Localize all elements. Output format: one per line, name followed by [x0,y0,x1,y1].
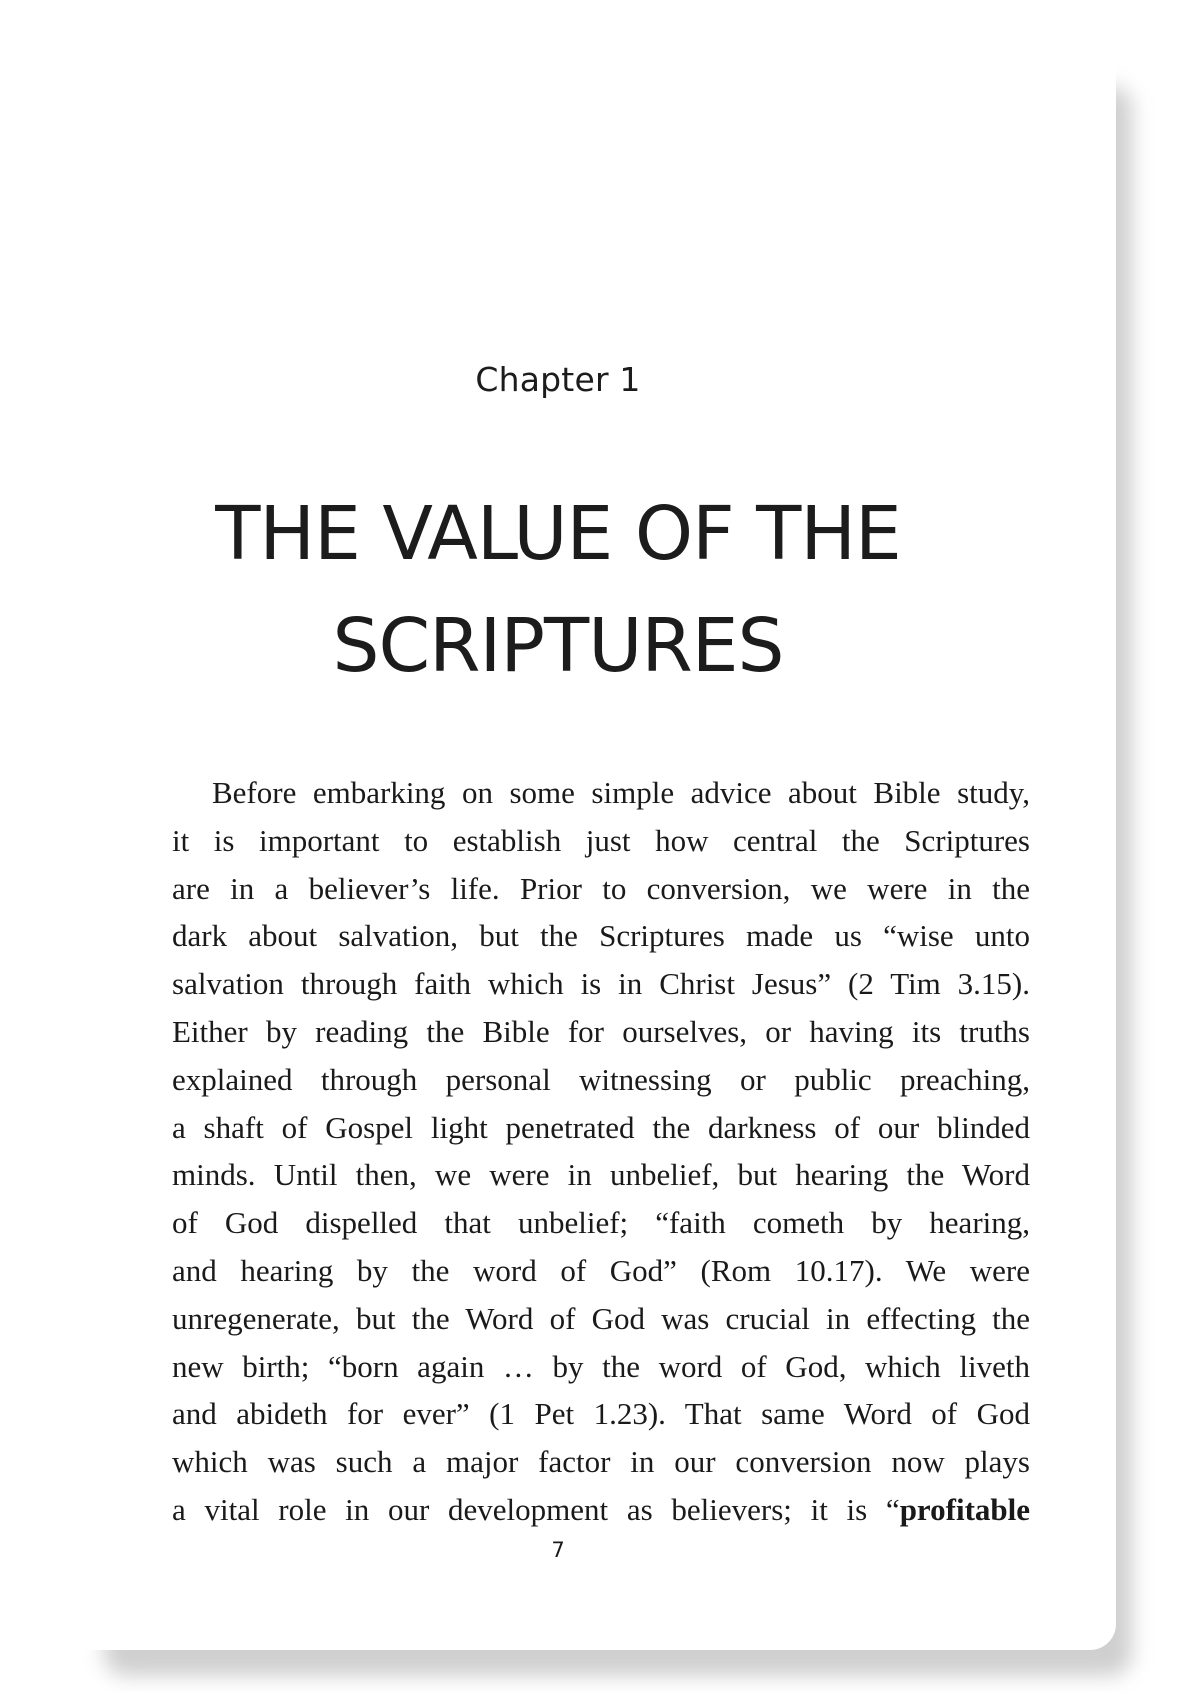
body-paragraph [172,769,1030,1534]
body-line: minds. Until then, we were in unbelief, but hearing the Word [172,1157,1030,1193]
body-line: of God dispelled that unbelief; “faith cometh by hearing, [172,1205,1030,1241]
chapter-title [60,478,1056,702]
chapter-title-line: SCRIPTURES [332,603,784,689]
bold-word: profitable [899,1491,1030,1527]
body-line: Either by reading the Bible for ourselves, or having its truths [172,1013,1030,1049]
body-line: Before embarking on some simple advice about Bible study, [212,775,1030,810]
chapter-title-line: THE VALUE OF THE [215,491,901,577]
body-line: which was such a major factor in our conversion now plays [172,1444,1030,1480]
body-line: a shaft of Gospel light penetrated the darkness of our blinded [172,1109,1030,1145]
body-line: it is important to establish just how central the Scriptures [172,822,1030,858]
body-line: are in a believer’s life. Prior to conversion, we were in the [172,870,1030,906]
body-line: new birth; “born again … by the word of God, which liveth [172,1348,1030,1384]
body-line-last [172,1486,1030,1534]
page-number: 7 [551,1538,565,1562]
body-line: salvation through faith which is in Christ Jesus” (2 Tim 3.15). [172,966,1030,1002]
body-line: unregenerate, but the Word of God was crucial in effecting the [172,1300,1030,1336]
body-line: and hearing by the word of God” (Rom 10.17). We were [172,1252,1030,1288]
chapter-label: Chapter 1 [475,360,641,399]
body-line: and abideth for ever” (1 Pet 1.23). That same Word of God [172,1396,1030,1432]
body-line: dark about salvation, but the Scriptures made us “wise unto [172,918,1030,954]
body-line: explained through personal witnessing or public preaching, [172,1061,1030,1097]
last-line-prefix: a vital role in our development as believers; it is “ [172,1491,900,1527]
